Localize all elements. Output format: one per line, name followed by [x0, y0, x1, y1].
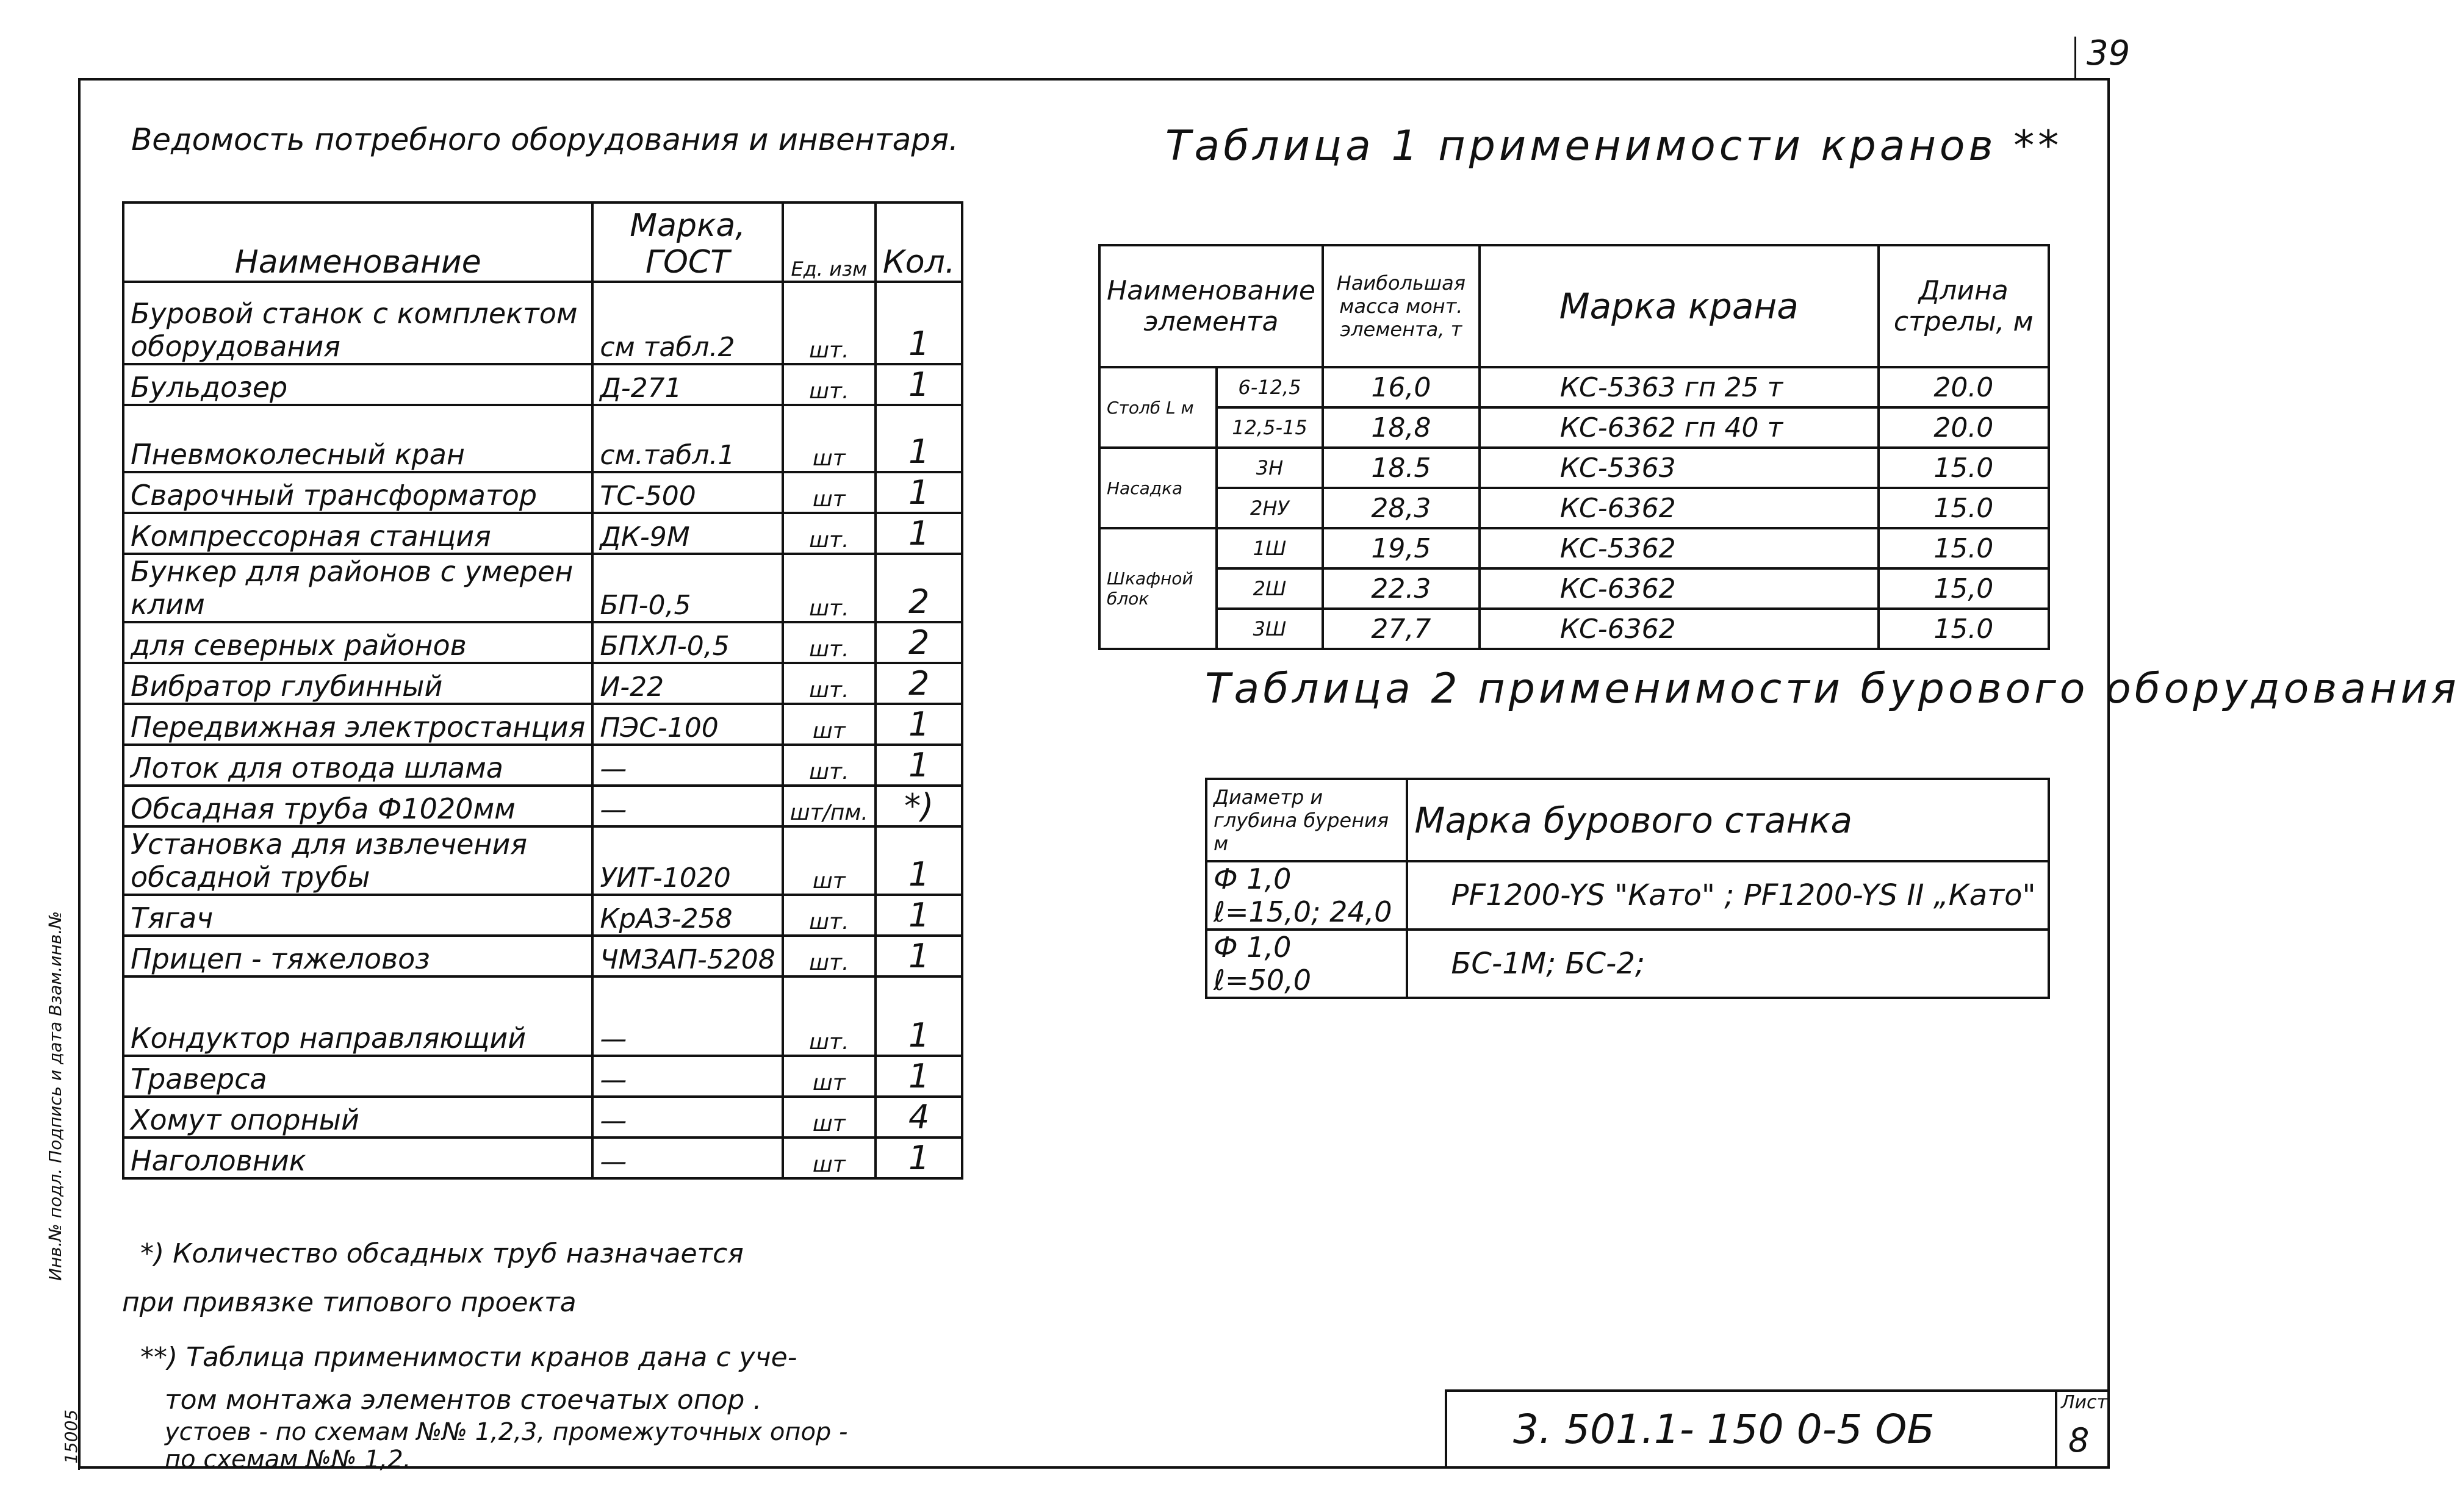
header-crane: Марка крана — [1480, 245, 1879, 367]
equipment-mark: Д-271 — [592, 364, 782, 405]
equipment-row — [123, 622, 962, 663]
equipment-unit: шт — [783, 1097, 876, 1138]
footnote-1-line1: *) Количество обсадных труб назначается — [140, 1238, 744, 1269]
crane-subtype: 3Ш — [1217, 609, 1323, 649]
crane-group: Столб L м — [1099, 367, 1217, 448]
equipment-name: Вибратор глубинный — [123, 663, 592, 704]
crane-mass: 22.3 — [1323, 568, 1480, 609]
crane-mark: КС-5363 гп 25 т — [1480, 367, 1879, 407]
crane-table-header — [1099, 245, 2049, 367]
drilling-mark: PF1200-YS "Като" ; PF1200-YS II „Като" — [1407, 861, 2049, 930]
crane-subtype: 3Н — [1217, 448, 1323, 488]
equipment-qty: 1 — [876, 405, 963, 472]
drilling-table-header — [1206, 779, 2049, 861]
footnote-2-line1: **) Таблица применимости кранов дана с уче- — [140, 1342, 797, 1373]
crane-group: Шкафной блок — [1099, 528, 1217, 649]
equipment-name: для северных районов — [123, 622, 592, 663]
equipment-unit: шт — [783, 472, 876, 513]
equipment-unit: шт. — [783, 282, 876, 364]
drilling-mark: БС-1М; БС-2; — [1407, 930, 2049, 998]
document-code: 3. 501.1- 150 0-5 ОБ — [1513, 1406, 1935, 1453]
equipment-row — [123, 282, 962, 364]
equipment-unit: шт. — [783, 364, 876, 405]
crane-row — [1099, 407, 2049, 448]
equipment-name: Обсадная труба Ф1020мм — [123, 786, 592, 826]
equipment-row — [123, 786, 962, 826]
equipment-qty: 1 — [876, 936, 963, 976]
equipment-qty: 2 — [876, 663, 963, 704]
equipment-unit: шт — [783, 1056, 876, 1097]
equipment-mark: УИТ-1020 — [592, 826, 782, 895]
equipment-row — [123, 936, 962, 976]
sheet-number: 8 — [2068, 1421, 2090, 1460]
side-strip-labels: Инв.№ подл. Подпись и дата Взам.инв.№ — [45, 911, 65, 1281]
equipment-unit: шт. — [783, 554, 876, 622]
equipment-unit: шт. — [783, 976, 876, 1056]
equipment-qty: 1 — [876, 976, 963, 1056]
equipment-name: Траверса — [123, 1056, 592, 1097]
equipment-table-header — [123, 202, 962, 282]
crane-mass: 18,8 — [1323, 407, 1480, 448]
equipment-unit: шт/пм. — [783, 786, 876, 826]
equipment-row — [123, 663, 962, 704]
equipment-list-title: Ведомость потребного оборудования и инвентаря. — [131, 122, 959, 157]
equipment-mark: — — [592, 745, 782, 786]
equipment-mark: — — [592, 976, 782, 1056]
equipment-row — [123, 1138, 962, 1178]
equipment-name: Компрессорная станция — [123, 513, 592, 554]
crane-boom: 15.0 — [1879, 488, 2049, 528]
equipment-row — [123, 745, 962, 786]
sheet-label: Лист — [2061, 1392, 2108, 1413]
header-drill-mark: Марка бурового станка — [1407, 779, 2049, 861]
crane-mass: 28,3 — [1323, 488, 1480, 528]
crane-group: Насадка — [1099, 448, 1217, 528]
page-number-divider — [2074, 37, 2076, 79]
crane-boom: 15.0 — [1879, 448, 2049, 488]
crane-subtype: 2НУ — [1217, 488, 1323, 528]
footnote-2-line3: устоев - по схемам №№ 1,2,3, промежуточных опор - — [165, 1418, 848, 1446]
equipment-name: Буровой станок с комплектом оборудования — [123, 282, 592, 364]
header-mass: Наибольшая масса монт. элемента, т — [1323, 245, 1480, 367]
side-strip — [43, 911, 81, 1470]
equipment-name: Бульдозер — [123, 364, 592, 405]
equipment-mark: — — [592, 1056, 782, 1097]
header-boom: Длина стрелы, м — [1879, 245, 2049, 367]
crane-row — [1099, 568, 2049, 609]
equipment-mark: БПХЛ-0,5 — [592, 622, 782, 663]
equipment-unit: шт. — [783, 895, 876, 936]
header-qty: Кол. — [876, 202, 963, 282]
equipment-unit: шт. — [783, 745, 876, 786]
equipment-name: Тягач — [123, 895, 592, 936]
equipment-qty: 1 — [876, 826, 963, 895]
drilling-table — [1205, 778, 2050, 999]
depth-line: ℓ=50,0 — [1214, 964, 1311, 997]
crane-mark: КС-5362 — [1480, 528, 1879, 568]
crane-mass: 16,0 — [1323, 367, 1480, 407]
crane-mass: 19,5 — [1323, 528, 1480, 568]
crane-mark: КС-6362 — [1480, 609, 1879, 649]
equipment-mark: БП-0,5 — [592, 554, 782, 622]
footnote-2-line2: том монтажа элементов стоечатых опор . — [165, 1385, 762, 1416]
drilling-diameter — [1206, 861, 1407, 930]
crane-mark: КС-6362 — [1480, 488, 1879, 528]
equipment-unit: шт — [783, 405, 876, 472]
crane-mark: КС-6362 гп 40 т — [1480, 407, 1879, 448]
equipment-qty: 1 — [876, 704, 963, 745]
crane-mass: 18.5 — [1323, 448, 1480, 488]
crane-boom: 15.0 — [1879, 528, 2049, 568]
equipment-table — [122, 201, 963, 1180]
footnote-1-line2: при привязке типового проекта — [122, 1287, 577, 1318]
equipment-unit: шт. — [783, 513, 876, 554]
equipment-row — [123, 1056, 962, 1097]
equipment-unit: шт. — [783, 936, 876, 976]
equipment-qty: *) — [876, 786, 963, 826]
equipment-mark: — — [592, 786, 782, 826]
equipment-name: Установка для извлечения обсадной трубы — [123, 826, 592, 895]
diameter-line: Ф 1,0 — [1214, 931, 1292, 964]
equipment-qty: 4 — [876, 1097, 963, 1138]
equipment-row — [123, 826, 962, 895]
equipment-mark: И-22 — [592, 663, 782, 704]
equipment-row — [123, 1097, 962, 1138]
equipment-name: Лоток для отвода шлама — [123, 745, 592, 786]
header-unit: Ед. изм — [783, 202, 876, 282]
crane-subtype: 6-12,5 — [1217, 367, 1323, 407]
equipment-mark: ПЭС-100 — [592, 704, 782, 745]
equipment-qty: 2 — [876, 554, 963, 622]
diameter-line: Ф 1,0 — [1214, 862, 1292, 895]
equipment-mark: ДК-9М — [592, 513, 782, 554]
crane-row — [1099, 367, 2049, 407]
equipment-name: Наголовник — [123, 1138, 592, 1178]
crane-mark: КС-5363 — [1480, 448, 1879, 488]
crane-row — [1099, 609, 2049, 649]
equipment-name: Хомут опорный — [123, 1097, 592, 1138]
equipment-row — [123, 405, 962, 472]
equipment-name: Передвижная электростанция — [123, 704, 592, 745]
equipment-qty: 1 — [876, 745, 963, 786]
equipment-qty: 1 — [876, 1138, 963, 1178]
equipment-qty: 1 — [876, 364, 963, 405]
equipment-name: Кондуктор направляющий — [123, 976, 592, 1056]
crane-subtype: 12,5-15 — [1217, 407, 1323, 448]
header-name: Наименование — [123, 202, 592, 282]
equipment-mark: см.табл.1 — [592, 405, 782, 472]
table2-title: Таблица 2 применимости бурового оборудования — [1205, 665, 2460, 713]
equipment-mark: ЧМЗАП-5208 — [592, 936, 782, 976]
equipment-row — [123, 976, 962, 1056]
equipment-mark: — — [592, 1138, 782, 1178]
equipment-row — [123, 554, 962, 622]
header-diam: Диаметр и глубина бурения м — [1206, 779, 1407, 861]
crane-row — [1099, 448, 2049, 488]
equipment-qty: 1 — [876, 1056, 963, 1097]
header-element: Наименование элемента — [1099, 245, 1323, 367]
crane-boom: 15,0 — [1879, 568, 2049, 609]
equipment-name: Бункер для районов с умерен клим — [123, 554, 592, 622]
crane-mass: 27,7 — [1323, 609, 1480, 649]
crane-subtype: 2Ш — [1217, 568, 1323, 609]
equipment-mark: КрАЗ-258 — [592, 895, 782, 936]
side-strip-number: 15005 — [61, 1409, 81, 1464]
crane-subtype: 1Ш — [1217, 528, 1323, 568]
table1-title: Таблица 1 применимости кранов ** — [1165, 122, 2063, 170]
equipment-unit: шт — [783, 826, 876, 895]
drilling-row — [1206, 861, 2049, 930]
equipment-mark: ТС-500 — [592, 472, 782, 513]
crane-boom: 20.0 — [1879, 367, 2049, 407]
equipment-mark: — — [592, 1097, 782, 1138]
equipment-qty: 1 — [876, 513, 963, 554]
equipment-row — [123, 704, 962, 745]
equipment-qty: 1 — [876, 472, 963, 513]
drilling-diameter — [1206, 930, 1407, 998]
equipment-name: Прицеп - тяжеловоз — [123, 936, 592, 976]
equipment-row — [123, 895, 962, 936]
crane-table — [1098, 244, 2050, 650]
crane-row — [1099, 488, 2049, 528]
equipment-row — [123, 364, 962, 405]
equipment-qty: 1 — [876, 895, 963, 936]
equipment-unit: шт. — [783, 663, 876, 704]
depth-line: ℓ=15,0; 24,0 — [1214, 895, 1392, 928]
equipment-unit: шт — [783, 1138, 876, 1178]
drilling-row — [1206, 930, 2049, 998]
equipment-row — [123, 472, 962, 513]
equipment-row — [123, 513, 962, 554]
equipment-name: Пневмоколесный кран — [123, 405, 592, 472]
header-mark: Марка, ГОСТ — [592, 202, 782, 282]
crane-row — [1099, 528, 2049, 568]
page-number: 39 — [2087, 34, 2131, 73]
equipment-name: Сварочный трансформатор — [123, 472, 592, 513]
equipment-qty: 2 — [876, 622, 963, 663]
equipment-unit: шт. — [783, 622, 876, 663]
crane-boom: 15.0 — [1879, 609, 2049, 649]
equipment-unit: шт — [783, 704, 876, 745]
equipment-mark: см табл.2 — [592, 282, 782, 364]
crane-mark: КС-6362 — [1480, 568, 1879, 609]
footnote-2-line4: по схемам №№ 1,2. — [165, 1446, 411, 1474]
crane-boom: 20.0 — [1879, 407, 2049, 448]
equipment-qty: 1 — [876, 282, 963, 364]
